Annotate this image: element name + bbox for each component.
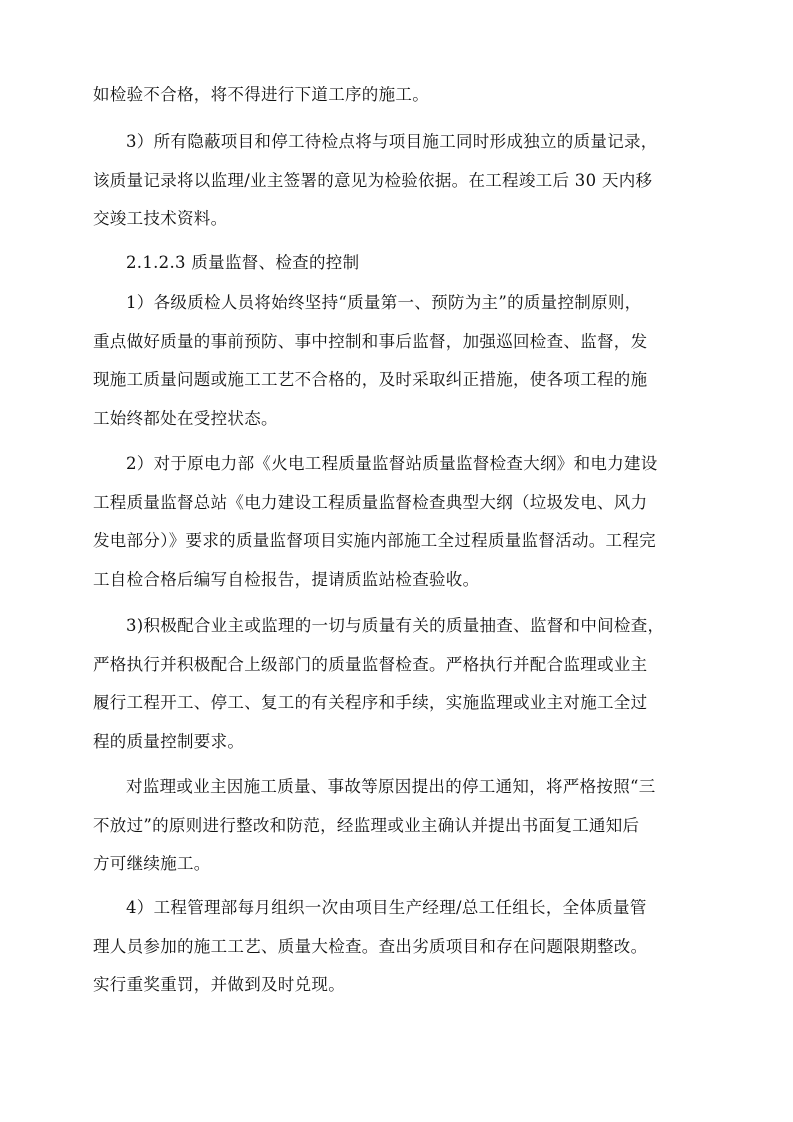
text-line: 工自检合格后编写自检报告，提请质监站检查验收。 — [93, 569, 480, 589]
text-line: 实行重奖重罚，并做到及时兑现。 — [93, 975, 345, 995]
paragraph-item-3-hidden-works — [93, 123, 707, 239]
text-line: 2）对于原电力部《火电工程质量监督站质量监督检查大纲》和电力建设 — [126, 454, 658, 473]
heading-text: 2.1.2.3 质量监督、检查的控制 — [126, 253, 360, 272]
paragraph-item-2-supervision-outline — [93, 445, 707, 599]
text-line: 发电部分）》要求的质量监督项目实施内部施工全过程质量监督活动。工程完 — [93, 531, 656, 551]
paragraph-item-1-inspectors — [93, 284, 707, 438]
paragraph-item-3-cooperation — [93, 607, 707, 761]
text-line: 程的质量控制要求。 — [93, 731, 245, 751]
text-line: 履行工程开工、停工、复工的有关程序和手续，实施监理或业主对施工全过 — [93, 693, 648, 713]
text-line: 交竣工技术资料。 — [93, 209, 228, 229]
text-line: 方可继续施工。 — [93, 854, 211, 874]
paragraph-continuation — [93, 76, 707, 115]
text-line: 对监理或业主因施工质量、事故等原因提出的停工通知，将严格按照“三 — [126, 777, 656, 796]
section-heading — [93, 244, 707, 283]
text-line: 3)积极配合业主或监理的一切与质量有关的质量抽查、监督和中间检查， — [126, 616, 665, 635]
paragraph-item-4-monthly-inspection — [93, 889, 707, 1005]
text-line: 如检验不合格，将不得进行下道工序的施工。 — [93, 85, 429, 104]
text-line: 严格执行并积极配合上级部门的质量监督检查。严格执行并配合监理或业主 — [93, 654, 648, 674]
text-line: 现施工质量问题或施工工艺不合格的，及时采取纠正措施，使各项工程的施 — [93, 370, 648, 390]
text-line: 重点做好质量的事前预防、事中控制和事后监督，加强巡回检查、监督，发 — [93, 331, 648, 351]
text-line: 1）各级质检人员将始终坚持“质量第一、预防为主”的质量控制原则， — [126, 293, 642, 312]
text-line: 4）工程管理部每月组织一次由项目生产经理/总工任组长，全体质量管 — [126, 898, 647, 917]
text-line: 3）所有隐蔽项目和停工待检点将与项目施工同时形成独立的质量记录， — [126, 132, 658, 151]
text-line: 工始终都处在受控状态。 — [93, 408, 278, 428]
text-line: 不放过”的原则进行整改和防范，经监理或业主确认并提出书面复工通知后 — [93, 815, 640, 835]
text-line: 理人员参加的施工工艺、质量大检查。查出劣质项目和存在问题限期整改。 — [93, 936, 648, 956]
text-line: 工程质量监督总站《电力建设工程质量监督检查典型大纲（垃圾发电、风力 — [93, 492, 648, 512]
paragraph-stop-work-notice — [93, 768, 707, 884]
text-line: 该质量记录将以监理/业主签署的意见为检验依据。在工程竣工后 30 天内移 — [93, 170, 653, 190]
